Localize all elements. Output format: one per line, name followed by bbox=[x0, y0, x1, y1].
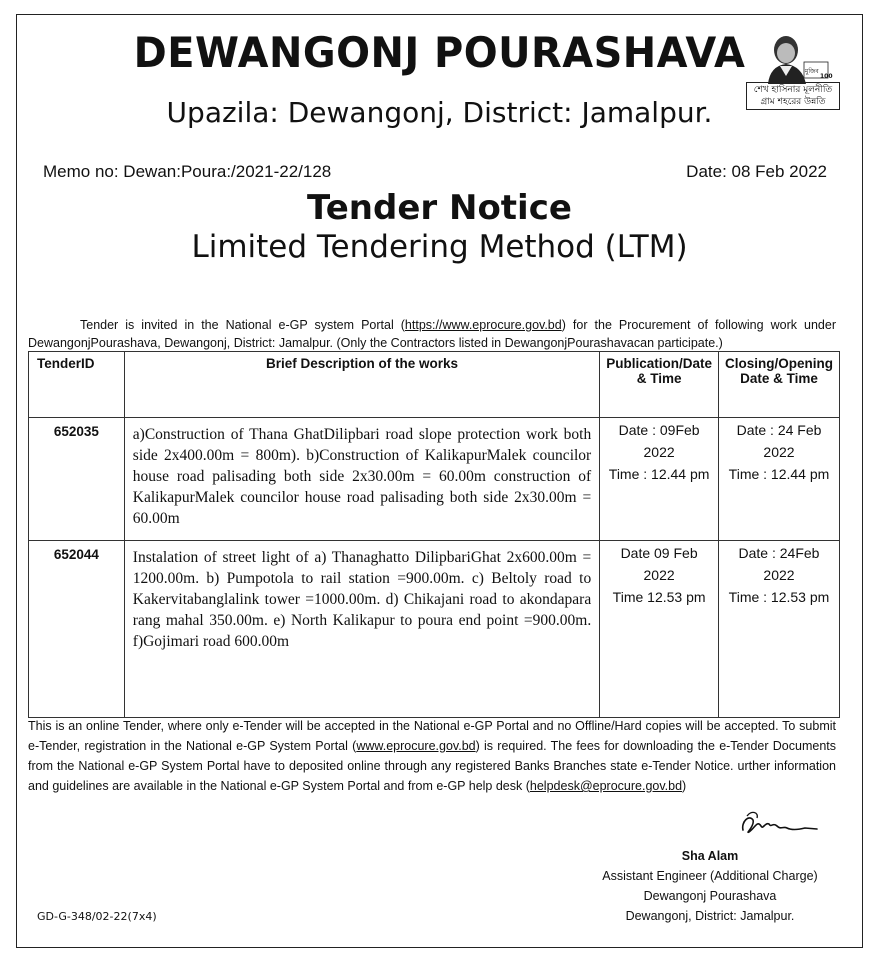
logo-badge-text: মুজিব bbox=[805, 68, 819, 75]
header-tender-id: TenderID bbox=[29, 352, 125, 418]
publication-year: 2022 bbox=[643, 567, 675, 583]
intro-text-2: ) for the Procurement of following work under DewangonjPourashava, Dewangonj, District: Jamalpur. (Only the Contractors listed in DewangonjPourashavacan participate.) bbox=[28, 318, 836, 350]
table-header-row bbox=[29, 352, 840, 418]
memo-number: Memo no: Dewan:Poura:/2021-22/128 bbox=[43, 162, 332, 181]
eprocure-link[interactable]: https://www.eprocure.gov.bd bbox=[404, 318, 562, 332]
closing-date: Date : 24 Feb bbox=[736, 422, 822, 438]
footer-text-2: ) is required. The fees for downloading the e-Tender Documents from the National e-GP System Portal have to deposited online through any registered Banks Branches state e-Tender Notice. urther information and guidelines are available in the National e-GP System Portal and from e-GP help desk ( bbox=[28, 739, 836, 793]
footer-text-3: ) bbox=[682, 779, 687, 793]
portrait-icon bbox=[760, 32, 833, 84]
signer-name: Sha Alam bbox=[681, 849, 739, 863]
publication-date: Date 09 Feb bbox=[620, 545, 698, 561]
tender-method: Limited Tendering Method (LTM) bbox=[191, 229, 688, 265]
notice-title: Tender Notice bbox=[307, 188, 572, 228]
eprocure-link[interactable]: www.eprocure.gov.bd bbox=[356, 739, 476, 753]
mujib-100-logo bbox=[746, 28, 842, 114]
closing-date: Date : 24Feb bbox=[738, 545, 820, 561]
tender-id: 652044 bbox=[29, 541, 125, 718]
intro-paragraph bbox=[28, 316, 836, 352]
publication-date: Date : 09Feb bbox=[618, 422, 700, 438]
publication-cell bbox=[600, 418, 719, 541]
header-publication: Publication/Date & Time bbox=[600, 352, 719, 418]
header-description: Brief Description of the works bbox=[124, 352, 599, 418]
intro-text-1: Tender is invited in the National e-GP system Portal ( bbox=[80, 318, 405, 332]
publication-year: 2022 bbox=[643, 444, 675, 460]
header-closing: Closing/Opening Date & Time bbox=[718, 352, 839, 418]
footer-text-1: This is an online Tender, where only e-Tender will be accepted in the National e-GP Portal and no Offline/Hard copies will be accepted. To submit e-Tender, registration in the National e-GP System Portal ( bbox=[28, 719, 836, 753]
location-line: Upazila: Dewangonj, District: Jamalpur. bbox=[166, 96, 713, 129]
table-row bbox=[29, 418, 840, 541]
logo-caption bbox=[746, 82, 840, 110]
logo-caption-line2: গ্রাম শহরের উন্নতি bbox=[760, 97, 826, 107]
publication-time: Time : 12.44 pm bbox=[608, 466, 710, 482]
signer-address: Dewangonj, District: Jamalpur. bbox=[625, 909, 795, 923]
closing-time: Time : 12.44 pm bbox=[728, 466, 830, 482]
work-description: Instalation of street light of a) Thanaghatto DilipbariGhat 2x600.00m = 1200.00m. b) Pumpotola to rail station =900.00m. c) Beltoly road to Kakervitabanglalink tower =1000.00m. d) Chikajani road to akondapara rang mahal 350.00m. e) North Kalikapur to poura end point =900.00m. f)Gojimari road 600.00m bbox=[124, 541, 599, 718]
signer-office: Dewangonj Pourashava bbox=[643, 889, 777, 903]
closing-year: 2022 bbox=[763, 567, 795, 583]
org-name: DEWANGONJ POURASHAVA bbox=[133, 28, 746, 77]
signatory-block bbox=[560, 846, 860, 926]
helpdesk-email-link[interactable]: helpdesk@eprocure.gov.bd bbox=[529, 779, 683, 793]
publication-code: GD-G-348/02-22(7x4) bbox=[37, 910, 157, 923]
closing-year: 2022 bbox=[763, 444, 795, 460]
publication-time: Time 12.53 pm bbox=[612, 589, 706, 605]
tender-id: 652035 bbox=[29, 418, 125, 541]
logo-caption-line1: শেখ হাসিনার মূলনীতি bbox=[753, 85, 833, 95]
tender-table bbox=[28, 351, 840, 718]
signature bbox=[735, 808, 825, 842]
notice-date: Date: 08 Feb 2022 bbox=[686, 162, 827, 181]
closing-cell bbox=[718, 541, 839, 718]
table-row bbox=[29, 541, 840, 718]
publication-cell bbox=[600, 541, 719, 718]
work-description: a)Construction of Thana GhatDilipbari road slope protection work both side 2x400.00m = 800m). b)Construction of KalikapurMalek councilor house road palisading both side 2x30.00m = 60.00m construction of KalikapurMalek councilor house road palisading both side 2x30.00m = 60.00m bbox=[124, 418, 599, 541]
signer-designation: Assistant Engineer (Additional Charge) bbox=[602, 869, 818, 883]
logo-badge-number: 100 bbox=[820, 73, 833, 80]
footer-paragraph bbox=[28, 716, 836, 796]
closing-cell bbox=[718, 418, 839, 541]
closing-time: Time : 12.53 pm bbox=[728, 589, 830, 605]
